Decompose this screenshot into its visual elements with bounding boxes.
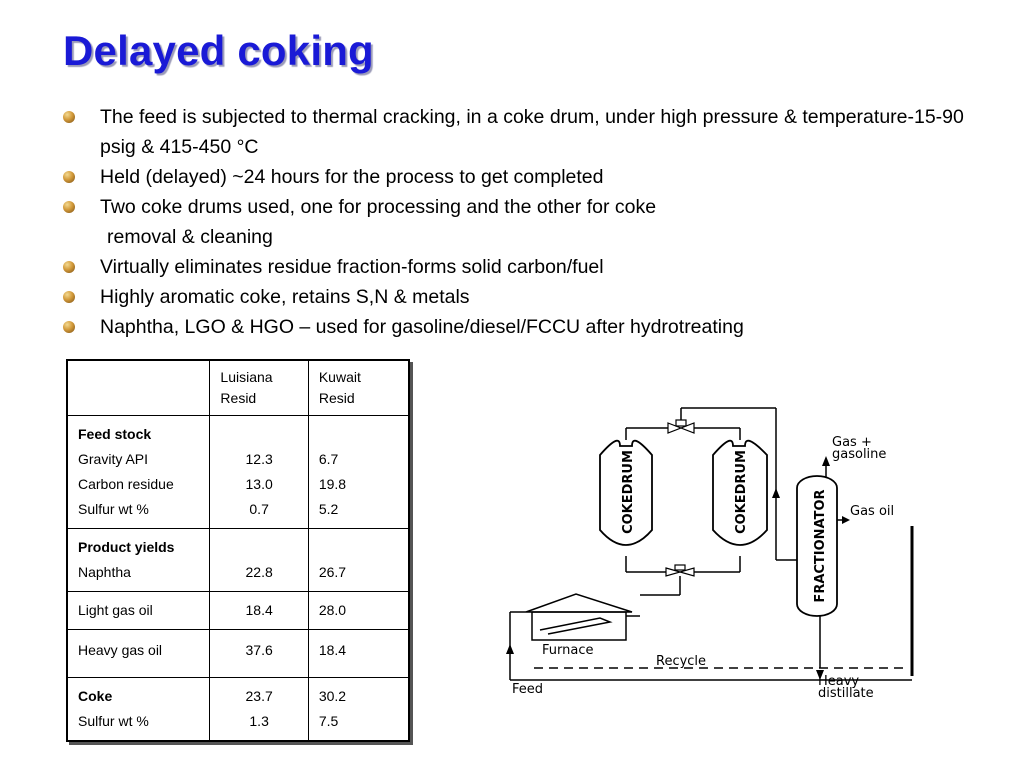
table-row — [67, 630, 409, 678]
table-header-cell: Luisiana Resid — [210, 360, 308, 416]
table-cell: Sulfur wt % — [78, 713, 149, 729]
bullet-item: The feed is subjected to thermal cracking, in a coke drum, under high pressure & temperature-15-90 psig & 415-450 °C — [60, 102, 990, 162]
table-cell: Sulfur wt % — [78, 501, 149, 517]
table-cell: Naphtha — [78, 564, 131, 580]
furnace-icon — [526, 594, 640, 640]
table-cell: 13.0 — [245, 476, 273, 492]
bullet-item: Highly aromatic coke, retains S,N & metals — [60, 282, 990, 312]
gas-oil-label: Gas oil — [850, 504, 895, 519]
table-cell: Carbon residue — [78, 476, 174, 492]
valve-icon — [666, 565, 694, 576]
fractionator-label: FRACTIONATOR — [813, 489, 828, 603]
table-cell: 6.7 — [318, 451, 339, 467]
page-title: Delayed coking — [63, 27, 374, 74]
table-cell: 18.4 — [210, 592, 308, 630]
table-row — [67, 678, 409, 742]
process-diagram — [490, 400, 940, 700]
table-header-cell: Kuwait Resid — [308, 360, 409, 416]
bullet-icon — [63, 201, 75, 213]
gas-gasoline-label-line2: gasoline — [832, 447, 887, 462]
arrow-icon — [822, 456, 830, 466]
bullet-item: Virtually eliminates residue fraction-forms solid carbon/fuel — [60, 252, 990, 282]
bullet-icon — [63, 171, 75, 183]
table-cell: 1.3 — [249, 713, 269, 729]
table-cell: 26.7 — [318, 564, 347, 580]
bullet-item: Two coke drums used, one for processing and the other for coke — [60, 192, 990, 222]
bullet-item: Held (delayed) ~24 hours for the process to get completed — [60, 162, 990, 192]
bullet-icon — [63, 111, 75, 123]
comparison-table — [66, 359, 410, 742]
section-label: Feed stock — [78, 426, 152, 442]
table-cell: 28.0 — [308, 592, 409, 630]
furnace-label: Furnace — [542, 643, 594, 658]
bullet-icon — [63, 291, 75, 303]
table-cell: Coke — [78, 688, 113, 704]
table-row — [67, 592, 409, 630]
table-cell: 23.7 — [245, 688, 273, 704]
heavy-distillate-label-line2: distillate — [818, 686, 874, 700]
table-cell: Gravity API — [78, 451, 149, 467]
table-row — [67, 416, 409, 529]
feed-label: Feed — [512, 682, 544, 697]
table-row — [67, 529, 409, 592]
table-cell: 30.2 — [318, 688, 347, 704]
section-label: Product yields — [78, 539, 175, 555]
bullet-icon — [63, 321, 75, 333]
table-header-cell — [67, 360, 210, 416]
bullet-continuation: removal & cleaning — [107, 226, 273, 248]
table-cell: 37.6 — [210, 630, 308, 678]
table-cell: Light gas oil — [67, 592, 210, 630]
table-cell: Heavy gas oil — [67, 630, 210, 678]
arrow-icon — [772, 488, 780, 498]
heavy-distillate-label: Heavy — [818, 674, 860, 689]
table-cell: 5.2 — [318, 501, 339, 517]
drum-2-label: COKEDRUM — [734, 450, 749, 534]
table-cell: 22.8 — [245, 564, 273, 580]
table-cell: 18.4 — [308, 630, 409, 678]
valve-icon — [668, 420, 694, 433]
table-cell: 12.3 — [245, 451, 273, 467]
table-cell: 19.8 — [318, 476, 347, 492]
bullet-item: Naphtha, LGO & HGO – used for gasoline/diesel/FCCU after hydrotreating — [60, 312, 990, 342]
bullet-icon — [63, 261, 75, 273]
table-header-row — [67, 360, 409, 416]
table-cell: 0.7 — [249, 501, 269, 517]
gas-gasoline-label: Gas + — [832, 435, 872, 450]
arrow-icon — [506, 644, 514, 654]
arrow-icon — [842, 516, 850, 524]
bullet-list — [60, 102, 990, 342]
recycle-label: Recycle — [656, 654, 707, 669]
table-cell: 7.5 — [318, 713, 339, 729]
drum-1-label: COKEDRUM — [621, 450, 636, 534]
